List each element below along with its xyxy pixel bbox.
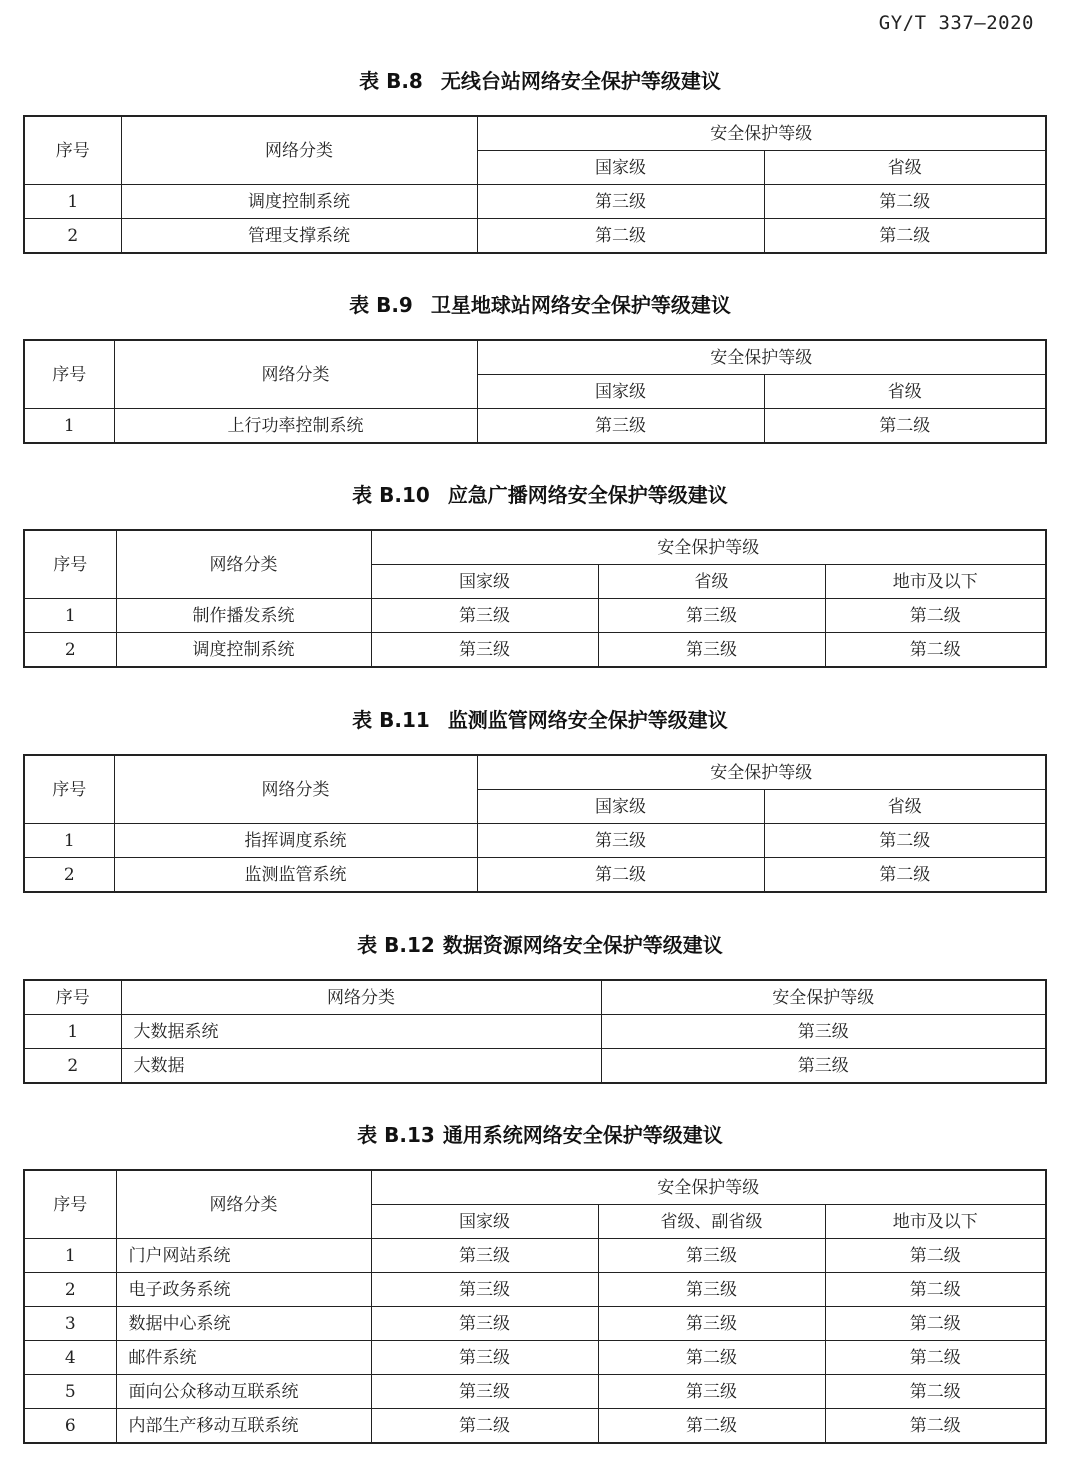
table-b10 bbox=[23, 529, 1047, 668]
category-cell: 数据中心系统 bbox=[116, 1307, 371, 1341]
table-number: 表 B.11 bbox=[352, 708, 430, 732]
header-level: 安全保护等级 bbox=[371, 1170, 1046, 1205]
seq-cell: 1 bbox=[24, 599, 116, 633]
level-cell: 第二级 bbox=[764, 185, 1046, 219]
header-column: 国家级 bbox=[371, 1205, 598, 1239]
seq-cell: 1 bbox=[24, 1015, 121, 1049]
header-seq: 序号 bbox=[24, 755, 114, 824]
level-cell: 第二级 bbox=[764, 409, 1046, 444]
level-cell: 第二级 bbox=[825, 633, 1046, 668]
table-b8 bbox=[23, 115, 1047, 254]
level-cell: 第三级 bbox=[477, 409, 764, 444]
seq-cell: 2 bbox=[24, 1273, 116, 1307]
table-number: 表 B.9 bbox=[349, 293, 413, 317]
level-cell: 第三级 bbox=[598, 1307, 825, 1341]
category-cell: 大数据系统 bbox=[121, 1015, 601, 1049]
header-column: 省级 bbox=[598, 565, 825, 599]
level-cell: 第二级 bbox=[598, 1341, 825, 1375]
table-row bbox=[24, 1409, 1046, 1444]
level-cell: 第二级 bbox=[764, 824, 1046, 858]
level-cell: 第二级 bbox=[371, 1409, 598, 1444]
level-cell: 第三级 bbox=[371, 1239, 598, 1273]
table-number: 表 B.13 bbox=[357, 1123, 435, 1147]
category-cell: 管理支撑系统 bbox=[121, 219, 477, 254]
table-row bbox=[24, 1273, 1046, 1307]
level-cell: 第二级 bbox=[477, 858, 764, 893]
header-column: 省级 bbox=[764, 151, 1046, 185]
table-b11 bbox=[23, 754, 1047, 893]
document-code: GY/T 337—2020 bbox=[878, 12, 1034, 34]
category-cell: 面向公众移动互联系统 bbox=[116, 1375, 371, 1409]
table-number: 表 B.12 bbox=[357, 933, 435, 957]
level-cell: 第二级 bbox=[825, 1409, 1046, 1444]
header-seq: 序号 bbox=[24, 116, 121, 185]
table-row bbox=[24, 185, 1046, 219]
table-title: 监测监管网络安全保护等级建议 bbox=[447, 708, 728, 732]
header-column: 地市及以下 bbox=[825, 565, 1046, 599]
seq-cell: 5 bbox=[24, 1375, 116, 1409]
table-title: 通用系统网络安全保护等级建议 bbox=[442, 1123, 723, 1147]
table-b9-caption bbox=[0, 292, 1080, 318]
table-row bbox=[24, 633, 1046, 668]
seq-cell: 1 bbox=[24, 185, 121, 219]
header-seq: 序号 bbox=[24, 340, 114, 409]
level-cell: 第二级 bbox=[825, 1341, 1046, 1375]
table-row bbox=[24, 1049, 1046, 1084]
table-row bbox=[24, 1239, 1046, 1273]
header-level: 安全保护等级 bbox=[371, 530, 1046, 565]
header-column: 国家级 bbox=[477, 375, 764, 409]
header-category: 网络分类 bbox=[121, 980, 601, 1015]
header-level: 安全保护等级 bbox=[477, 755, 1046, 790]
table-row bbox=[24, 409, 1046, 444]
header-column: 国家级 bbox=[371, 565, 598, 599]
header-level: 安全保护等级 bbox=[477, 340, 1046, 375]
table-title: 无线台站网络安全保护等级建议 bbox=[440, 69, 721, 93]
category-cell: 门户网站系统 bbox=[116, 1239, 371, 1273]
seq-cell: 2 bbox=[24, 633, 116, 668]
category-cell: 制作播发系统 bbox=[116, 599, 371, 633]
table-row bbox=[24, 1307, 1046, 1341]
table-row bbox=[24, 1015, 1046, 1049]
category-cell: 调度控制系统 bbox=[121, 185, 477, 219]
header-level: 安全保护等级 bbox=[477, 116, 1046, 151]
table-b10-caption bbox=[0, 482, 1080, 508]
level-cell: 第二级 bbox=[764, 219, 1046, 254]
header-column: 省级、副省级 bbox=[598, 1205, 825, 1239]
level-cell: 第三级 bbox=[371, 1375, 598, 1409]
level-cell: 第三级 bbox=[371, 633, 598, 668]
level-cell: 第三级 bbox=[598, 599, 825, 633]
category-cell: 电子政务系统 bbox=[116, 1273, 371, 1307]
seq-cell: 1 bbox=[24, 409, 114, 444]
level-cell: 第三级 bbox=[598, 1375, 825, 1409]
header-seq: 序号 bbox=[24, 530, 116, 599]
table-row bbox=[24, 1375, 1046, 1409]
category-cell: 调度控制系统 bbox=[116, 633, 371, 668]
table-title: 卫星地球站网络安全保护等级建议 bbox=[430, 293, 731, 317]
level-cell: 第二级 bbox=[825, 599, 1046, 633]
table-b9 bbox=[23, 339, 1047, 444]
seq-cell: 1 bbox=[24, 1239, 116, 1273]
table-title: 数据资源网络安全保护等级建议 bbox=[442, 933, 723, 957]
header-seq: 序号 bbox=[24, 1170, 116, 1239]
header-column: 省级 bbox=[764, 375, 1046, 409]
category-cell: 大数据 bbox=[121, 1049, 601, 1084]
category-cell: 监测监管系统 bbox=[114, 858, 477, 893]
table-b12 bbox=[23, 979, 1047, 1084]
table-number: 表 B.8 bbox=[359, 69, 423, 93]
level-cell: 第三级 bbox=[371, 1273, 598, 1307]
seq-cell: 6 bbox=[24, 1409, 116, 1444]
level-cell: 第二级 bbox=[477, 219, 764, 254]
level-cell: 第三级 bbox=[477, 185, 764, 219]
level-cell: 第二级 bbox=[598, 1409, 825, 1444]
level-cell: 第三级 bbox=[598, 633, 825, 668]
table-row bbox=[24, 824, 1046, 858]
table-row bbox=[24, 219, 1046, 254]
header-column: 省级 bbox=[764, 790, 1046, 824]
category-cell: 邮件系统 bbox=[116, 1341, 371, 1375]
seq-cell: 4 bbox=[24, 1341, 116, 1375]
header-category: 网络分类 bbox=[116, 530, 371, 599]
category-cell: 内部生产移动互联系统 bbox=[116, 1409, 371, 1444]
table-row bbox=[24, 1341, 1046, 1375]
header-column: 国家级 bbox=[477, 151, 764, 185]
table-title: 应急广播网络安全保护等级建议 bbox=[447, 483, 728, 507]
level-cell: 第三级 bbox=[598, 1239, 825, 1273]
header-category: 网络分类 bbox=[114, 340, 477, 409]
table-b11-caption bbox=[0, 707, 1080, 733]
table-b8-caption bbox=[0, 68, 1080, 94]
level-cell: 第三级 bbox=[601, 1015, 1046, 1049]
level-cell: 第三级 bbox=[601, 1049, 1046, 1084]
category-cell: 指挥调度系统 bbox=[114, 824, 477, 858]
level-cell: 第二级 bbox=[825, 1307, 1046, 1341]
header-category: 网络分类 bbox=[116, 1170, 371, 1239]
level-cell: 第二级 bbox=[825, 1375, 1046, 1409]
seq-cell: 2 bbox=[24, 858, 114, 893]
level-cell: 第二级 bbox=[825, 1239, 1046, 1273]
table-b12-caption bbox=[0, 932, 1080, 958]
seq-cell: 2 bbox=[24, 1049, 121, 1084]
header-level: 安全保护等级 bbox=[601, 980, 1046, 1015]
seq-cell: 1 bbox=[24, 824, 114, 858]
level-cell: 第三级 bbox=[477, 824, 764, 858]
table-number: 表 B.10 bbox=[352, 483, 430, 507]
table-b13-caption bbox=[0, 1122, 1080, 1148]
header-category: 网络分类 bbox=[121, 116, 477, 185]
level-cell: 第三级 bbox=[598, 1273, 825, 1307]
level-cell: 第二级 bbox=[825, 1273, 1046, 1307]
header-seq: 序号 bbox=[24, 980, 121, 1015]
table-row bbox=[24, 858, 1046, 893]
header-column: 国家级 bbox=[477, 790, 764, 824]
level-cell: 第三级 bbox=[371, 1341, 598, 1375]
table-b13 bbox=[23, 1169, 1047, 1444]
level-cell: 第三级 bbox=[371, 599, 598, 633]
seq-cell: 3 bbox=[24, 1307, 116, 1341]
header-column: 地市及以下 bbox=[825, 1205, 1046, 1239]
seq-cell: 2 bbox=[24, 219, 121, 254]
level-cell: 第二级 bbox=[764, 858, 1046, 893]
header-category: 网络分类 bbox=[114, 755, 477, 824]
table-row bbox=[24, 599, 1046, 633]
level-cell: 第三级 bbox=[371, 1307, 598, 1341]
category-cell: 上行功率控制系统 bbox=[114, 409, 477, 444]
